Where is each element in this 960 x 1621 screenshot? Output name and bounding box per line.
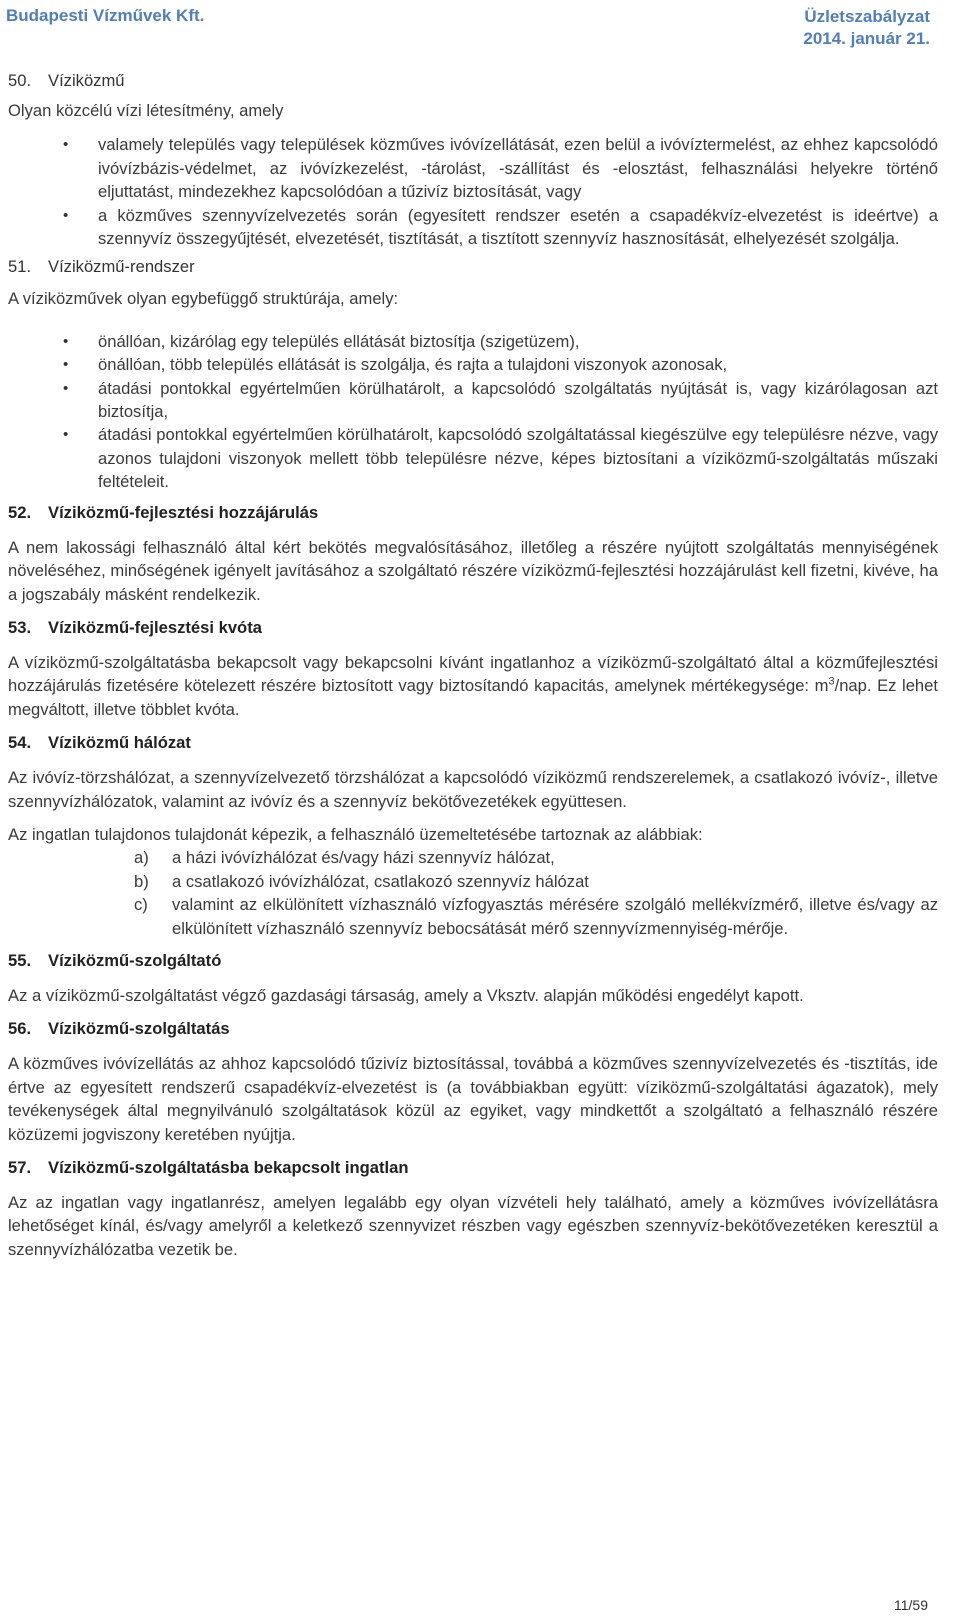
section-52-heading: 52. Víziközmű-fejlesztési hozzájárulás [8,502,319,522]
list-item: b) a csatlakozó ivóvízhálózat, csatlakozó szennyvíz hálózat [134,871,589,891]
list-item: c) valamint az elkülönített vízhasználó vízfogyasztás mérésére szolgáló mellékvízmérő, illetve és/vagy az elkülönített vízhasználó szennyvíz bebocsátását mérő szennyvízmennyiség-mérője. [134,895,938,938]
section-55-heading: 55. Víziközmű-szolgáltató [8,950,222,970]
section-53-heading: 53. Víziközmű-fejlesztési kvóta [8,617,262,637]
section-56-text: A közműves ivóvízellátás az ahhoz kapcsolódó tűzivíz biztosítással, továbbá a közműves szennyvízelvezetés és -tisztítás, ide értve az egyesített rendszerű csapadékvíz-elvezetést is (a továbbiakban együtt: víziközmű-szolgáltatási ágazatok), mely tevékenységek által megnyilvánuló szolgáltatások közül az egyiket, vagy mindkettőt a szolgáltató a felhasználó részére közüzemi jogviszony keretében nyújtja. [8,1054,938,1144]
section-56-heading: 56. Víziközmű-szolgáltatás [8,1019,230,1039]
section-54-list [8,846,938,940]
section-51-list [8,330,938,494]
section-53-text: A víziközmű-szolgáltatásba bekapcsolt vagy bekapcsolni kívánt ingatlanhoz a víziközmű-szolgáltató által a közműfejlesztési hozzájárulás fizetésére kötelezett részére biztosított vagy biztosítandó kapacitás, amelynek mértékegysége: $m^3$/nap. Ez lehet megváltott, illetve többlet kvóta. [8,652,938,719]
section-50-list [8,133,938,250]
document-title: Üzletszabályzat [804,7,930,26]
section-57-text: Az az ingatlan vagy ingatlanrész, amelyen legalább egy olyan vízvételi hely található, amely a közműves ivóvízellátásra lehetőséget kínál, és/vagy amelyről a keletkező szennyvizet részben vagy egészben szennyvíz-bekötővezetéken keresztül a szennyvízhálózatba vezetik be. [8,1193,938,1259]
page-header [6,4,930,48]
section-54-heading: 54. Víziközmű hálózat [8,733,191,753]
section-51-intro: A víziközművek olyan egybefüggő struktúrája, amely: [8,289,399,309]
section-57-heading: 57. Víziközmű-szolgáltatásba bekapcsolt ingatlan [8,1158,409,1177]
section-54-text2: Az ingatlan tulajdonos tulajdonát képezik, a felhasználó üzemeltetésébe tartoznak az alábbiak: [8,824,703,844]
list-item: • valamely település vagy települések közműves ivóvízellátását, ezen belül a ivóvíztermelést, az ehhez kapcsolódó ivóvízbázis-védelmet, az ivóvízkezelést, -tárolást, -szállítást és -elosztást, felhasználási helyekre történő eljuttatást, mindezekhez kapcsolódóan a tűzivíz biztosítását, vagy [98,133,938,203]
list-item: • átadási pontokkal egyértelműen körülhatárolt, kapcsolódó szolgáltatással kiegészülve egy településre nézve, vagy azonos tulajdoni viszonyok mellett több településre nézve, képes biztosítani a víziközmű-szolgáltatás műszaki feltételeit. [98,423,938,493]
section-51-heading: 51. Víziközmű-rendszer [8,257,195,277]
list-item: • önállóan, kizárólag egy település ellátását biztosítja (szigetüzem), [98,330,938,353]
list-item: • önállóan, több település ellátását is szolgálja, és rajta a tulajdoni viszonyok azonosak, [98,353,938,376]
section-55-text: Az a víziközmű-szolgáltatást végző gazdasági társaság, amely a Vksztv. alapján működési engedélyt kapott. [8,985,804,1005]
list-item: • a közműves szennyvízelvezetés során (egyesített rendszer esetén a csapadékvíz-elvezetést is ideértve) a szennyvíz összegyűjtését, elvezetését, tisztítását, a tisztított szennyvíz hasznosítását, elhelyezését szolgálja. [98,204,938,251]
document-body [8,70,938,1261]
section-50-intro: Olyan közcélú vízi létesítmény, amely [8,101,284,120]
section-50-heading: 50. Víziközmű [8,71,125,90]
section-52-text: A nem lakossági felhasználó által kért bekötés megvalósításához, illetőleg a részére nyújtott szolgáltatás mennyiségének növeléséhez, minőségének igényelt javításához a szolgáltató részére víziközmű-fejlesztési hozzájárulást kell fizetni, kivéve, ha a jogszabály másként rendelkezik. [8,537,938,604]
header-right [803,6,930,50]
list-item: • átadási pontokkal egyértelműen körülhatárolt, a kapcsolódó szolgáltatás nyújtását is, vagy kizárólagosan azt biztosítja, [98,377,938,424]
list-item: a) a házi ivóvízhálózat és/vagy házi szennyvíz hálózat, [134,848,555,868]
section-54-text: Az ivóvíz-törzshálózat, a szennyvízelvezető törzshálózat a kapcsolódó víziközmű rendszerelemek, a csatlakozó ivóvíz-, illetve szennyvízhálózatok, valamint az ivóvíz és a szennyvíz bekötővezetékek együttesen. [8,768,938,811]
document-date: 2014. január 21. [803,29,930,48]
page-number: 11/59 [894,1597,928,1613]
company-name: Budapesti Vízművek Kft. [6,6,205,25]
